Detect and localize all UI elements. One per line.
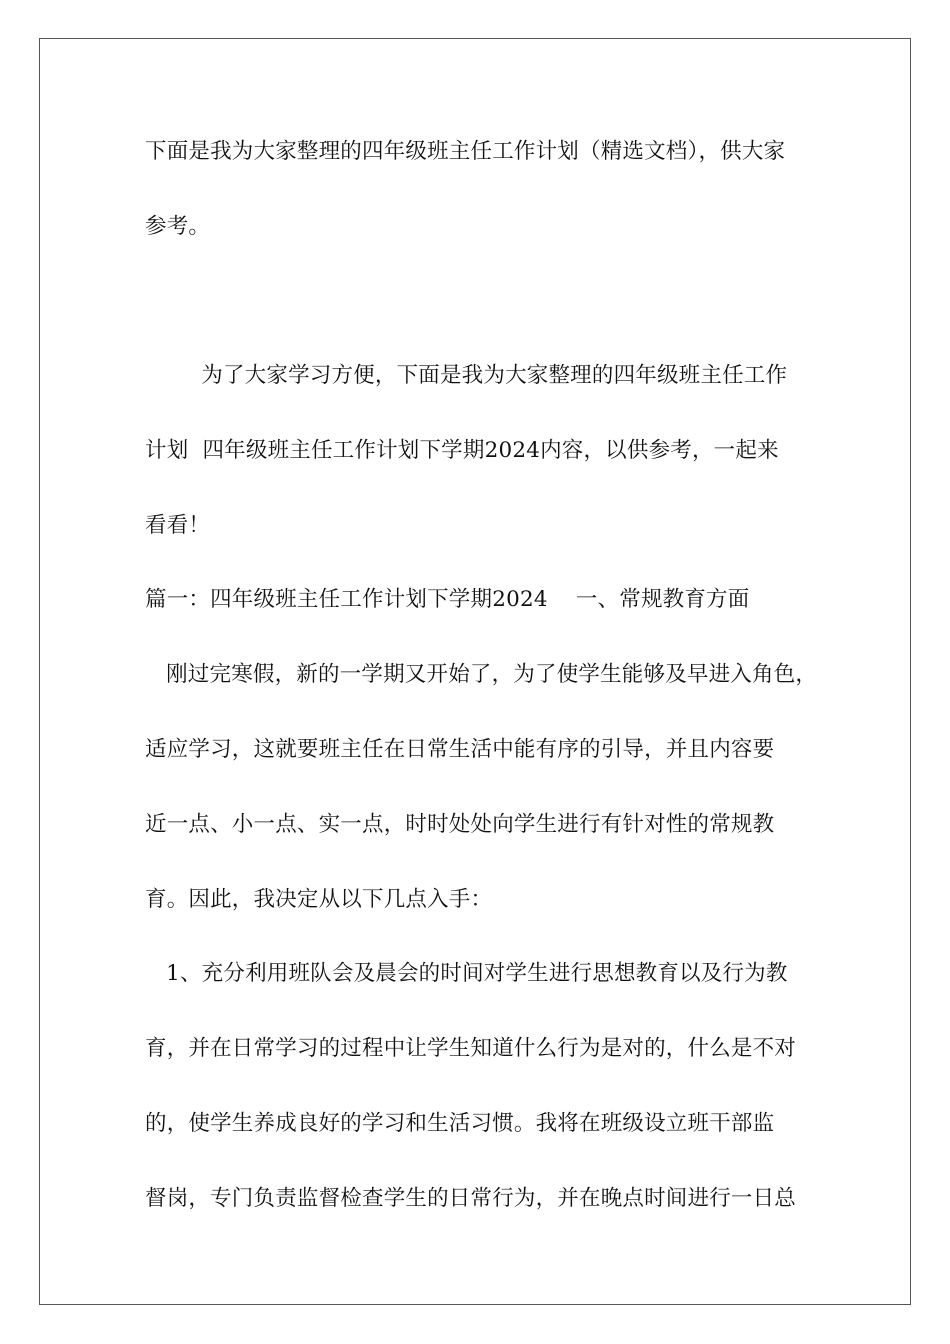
paragraph2-line-4: 育。因此，我决定从以下几点入手： (145, 887, 493, 912)
intro-line-2: 参考。 (145, 214, 211, 239)
paragraph2-line-2: 适应学习，这就要班主任在日常生活中能有序的引导，并且内容要 (145, 737, 775, 762)
paragraph3-line-4: 督岗，专门负责监督检查学生的日常行为，并在晚点时间进行一日总 (145, 1186, 797, 1211)
paragraph2-line-3: 近一点、小一点、实一点，时时处处向学生进行有针对性的常规教 (145, 812, 775, 837)
paragraph2-line-1: 刚过完寒假，新的一学期又开始了，为了使学生能够及早进入角色， (145, 662, 818, 687)
paragraph1-line-2: 计划 四年级班主任工作计划下学期2024内容，以供参考，一起来 (145, 438, 779, 463)
paragraph3-line-1: 1、充分利用班队会及晨会的时间对学生进行思想教育以及行为教 (145, 961, 788, 986)
paragraph3-line-3: 的，使学生养成良好的学习和生活习惯。我将在班级设立班干部监 (145, 1111, 775, 1136)
paragraph3-line-2: 育，并在日常学习的过程中让学生知道什么行为是对的，什么是不对 (145, 1036, 797, 1061)
paragraph1-line-1: 为了大家学习方便，下面是我为大家整理的四年级班主任工作 (145, 363, 788, 388)
section-heading: 篇一：四年级班主任工作计划下学期2024 一、常规教育方面 (145, 587, 750, 612)
intro-line-1: 下面是我为大家整理的四年级班主任工作计划（精选文档），供大家 (145, 139, 786, 164)
paragraph1-line-3: 看看！ (145, 513, 211, 538)
